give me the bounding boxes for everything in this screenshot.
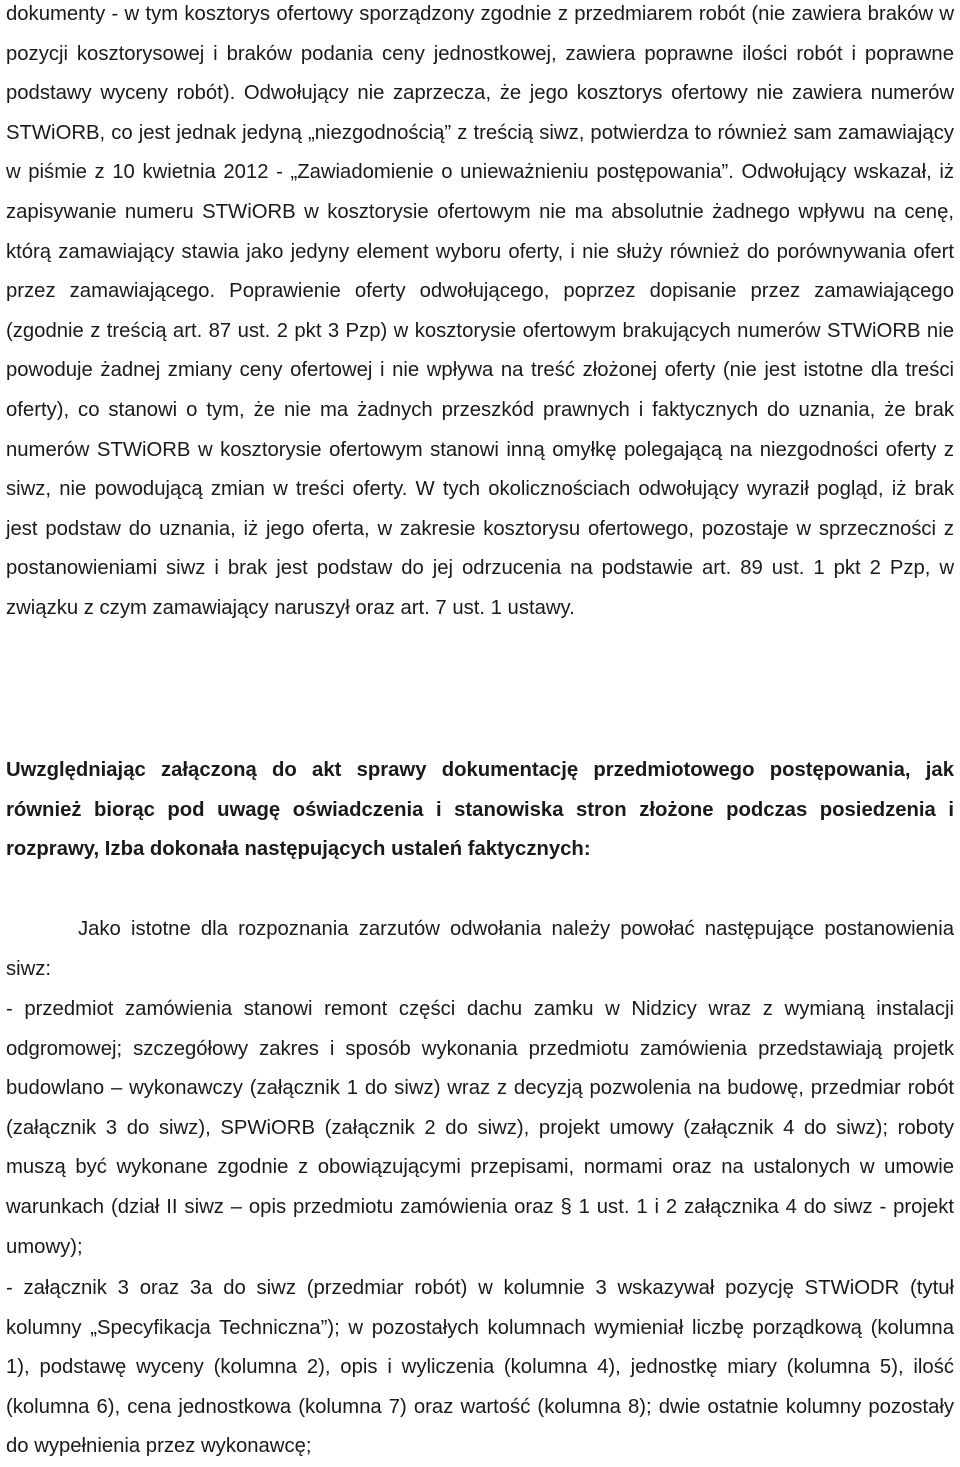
paragraph-izba-findings-heading: Uwzględniając załączoną do akt sprawy dokumentację przedmiotowego postępowania, jak również biorąc pod uwagę oświadczenia i stanowiska stron złożone podczas posiedzenia i rozprawy, Izba dokonała następujących ustaleń faktycznych: [6, 759, 954, 861]
paragraph-przedmiot-zamowienia: - przedmiot zamówienia stanowi remont części dachu zamku w Nidzicy wraz z wymianą instalacji odgromowej; szczegółowy zakres i sposób wykonania przedmiotu zamówienia przedstawiają projetk budowlano – wykonawczy (załącznik 1 do siwz) wraz z decyzją pozwolenia na budowę, przedmiar robót (załącznik 3 do siwz), SPWiORB (załącznik 2 do siwz), projekt umowy (załącznik 4 do siwz); roboty muszą być wykonane zgodnie z obowiązującymi przepisami, normami oraz na ustalonych w umowie warunkach (dział II siwz – opis przedmiotu zamówienia oraz § 1 ust. 1 i 2 załącznika 4 do siwz - projekt umowy); [6, 998, 954, 1258]
paragraph-siwz-intro: Jako istotne dla rozpoznania zarzutów odwołania należy powołać następujące postanowienia siwz: [6, 918, 954, 980]
paragraph-zalacznik-3: - załącznik 3 oraz 3a do siwz (przedmiar robót) w kolumnie 3 wskazywał pozycję STWiODR (tytuł kolumny „Specyfikacja Techniczna”); w pozostałych kolumnach wymieniał liczbę porządkową (kolumna 1), podstawę wyceny (kolumna 2), opis i wyliczenia (kolumna 4), jednostkę miary (kolumna 5), ilość (kolumna 6), cena jednostkowa (kolumna 7) oraz wartość (kolumna 8); dwie ostatnie kolumny pozostały do wypełnienia przez wykonawcę; [6, 1277, 954, 1458]
paragraph-odwolujacy-arguments: dokumenty - w tym kosztorys ofertowy sporządzony zgodnie z przedmiarem robót (nie zawiera braków w pozycji kosztorysowej i braków podania ceny jednostkowej, zawiera poprawne ilości robót i poprawne podstawy wyceny robót). Odwołujący nie zaprzecza, że jego kosztorys ofertowy nie zawiera numerów STWiORB, co jest jednak jedyną „niezgodnością” z treścią siwz, potwierdza to również sam zamawiający w piśmie z 10 kwietnia 2012 - „Zawiadomienie o unieważnieniu postępowania”. Odwołujący wskazał, iż zapisywanie numeru STWiORB w kosztorysie ofertowym nie ma absolutnie żadnego wpływu na cenę, którą zamawiający stawia jako jedyny element wyboru oferty, i nie służy również do porównywania ofert przez zamawiającego. Poprawienie oferty odwołującego, poprzez dopisanie przez zamawiającego (zgodnie z treścią art. 87 ust. 2 pkt 3 Pzp) w kosztorysie ofertowym brakujących numerów STWiORB nie powoduje żadnej zmiany ceny ofertowej i nie wpływa na treść złożonej oferty (nie jest istotne dla treści oferty), co stanowi o tym, że nie ma żadnych przeszkód prawnych i faktycznych do uznania, że brak numerów STWiORB w kosztorysie ofertowym stanowi inną omyłkę polegającą na niezgodności oferty z siwz, nie powodującą zmian w treści oferty. W tych okolicznościach odwołujący wyraził pogląd, iż brak jest podstaw do uznania, iż jego oferta, w zakresie kosztorysu ofertowego, pozostaje w sprzeczności z postanowieniami siwz i brak jest podstaw do jej odrzucenia na podstawie art. 89 ust. 1 pkt 2 Pzp, w związku z czym zamawiający naruszył oraz art. 7 ust. 1 ustawy. [6, 3, 954, 619]
